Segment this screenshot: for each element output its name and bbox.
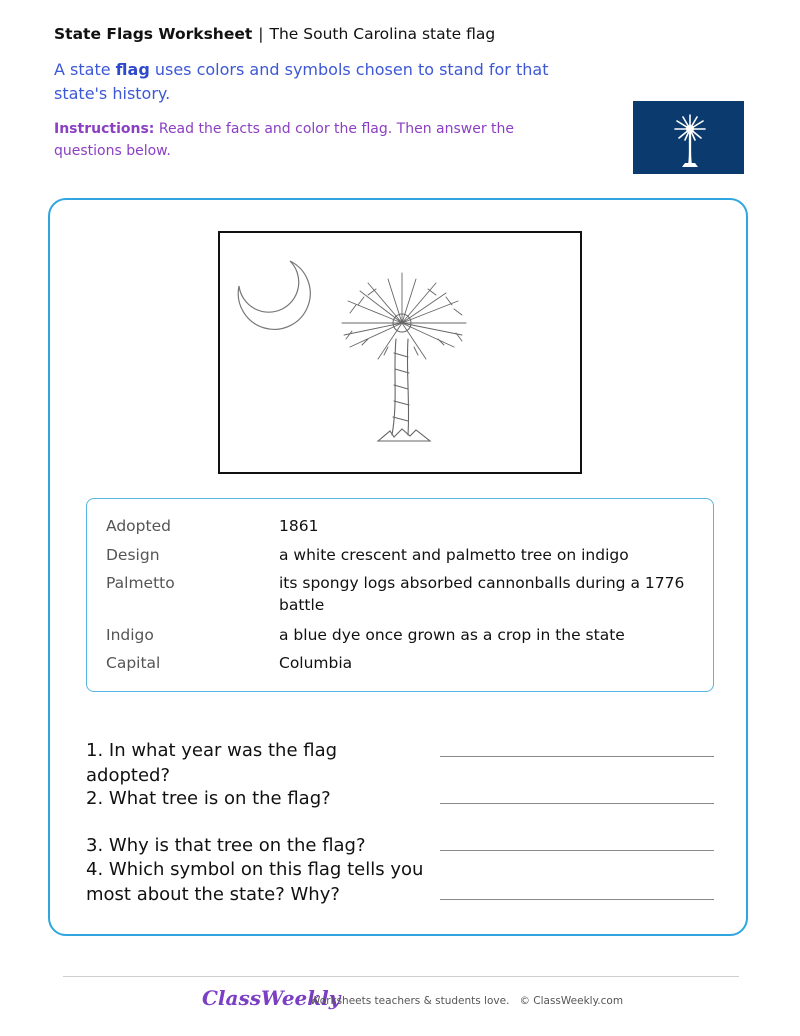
intro-before: A state [54, 60, 116, 79]
intro-text [54, 58, 594, 106]
intro-keyword: flag [115, 60, 150, 79]
footer-tagline-text: Worksheets teachers & students love. [310, 995, 510, 1007]
fact-value: Columbia [279, 654, 353, 672]
fact-value: a white crescent and palmetto tree on indigo [279, 546, 629, 564]
fact-label: Indigo [106, 626, 154, 644]
fact-label: Adopted [106, 517, 171, 535]
answer-line-1[interactable] [440, 756, 714, 757]
instructions-text: Read the facts and color the flag. Then answer the questions below. [54, 121, 515, 159]
fact-value: 1861 [279, 517, 319, 535]
header-separator: | [258, 25, 264, 43]
answer-line-4[interactable] [440, 899, 714, 900]
fact-label: Capital [106, 654, 161, 672]
question-4: 4. Which symbol on this flag tells you most about the state? Why? [86, 859, 424, 905]
worksheet-title: State Flags Worksheet [54, 25, 253, 43]
fact-label: Design [106, 546, 160, 564]
footer-tagline [310, 995, 623, 1007]
classweekly-logo: ClassWeekly [202, 986, 341, 1010]
footer-copyright: © ClassWeekly.com [519, 995, 624, 1007]
fact-value: its spongy logs absorbed cannonballs during a 1776 battle [279, 574, 685, 614]
footer-divider [63, 976, 739, 977]
answer-line-2[interactable] [440, 803, 714, 804]
fact-label: Palmetto [106, 574, 175, 592]
instructions [54, 118, 574, 162]
fact-value: a blue dye once grown as a crop in the state [279, 626, 625, 644]
instructions-label: Instructions: [54, 121, 155, 137]
answer-line-3[interactable] [440, 850, 714, 851]
worksheet-subtitle: The South Carolina state flag [269, 25, 496, 43]
south-carolina-flag-image [633, 101, 744, 174]
intro-after: uses colors and symbols chosen to stand for that state's history. [54, 60, 549, 103]
question-1: 1. In what year was the flag adopted? [86, 740, 338, 786]
worksheet-header [54, 25, 495, 43]
question-2: 2. What tree is on the flag? [86, 788, 331, 809]
question-3: 3. Why is that tree on the flag? [86, 835, 366, 856]
coloring-flag-outline [218, 231, 582, 474]
facts-table [86, 498, 714, 692]
